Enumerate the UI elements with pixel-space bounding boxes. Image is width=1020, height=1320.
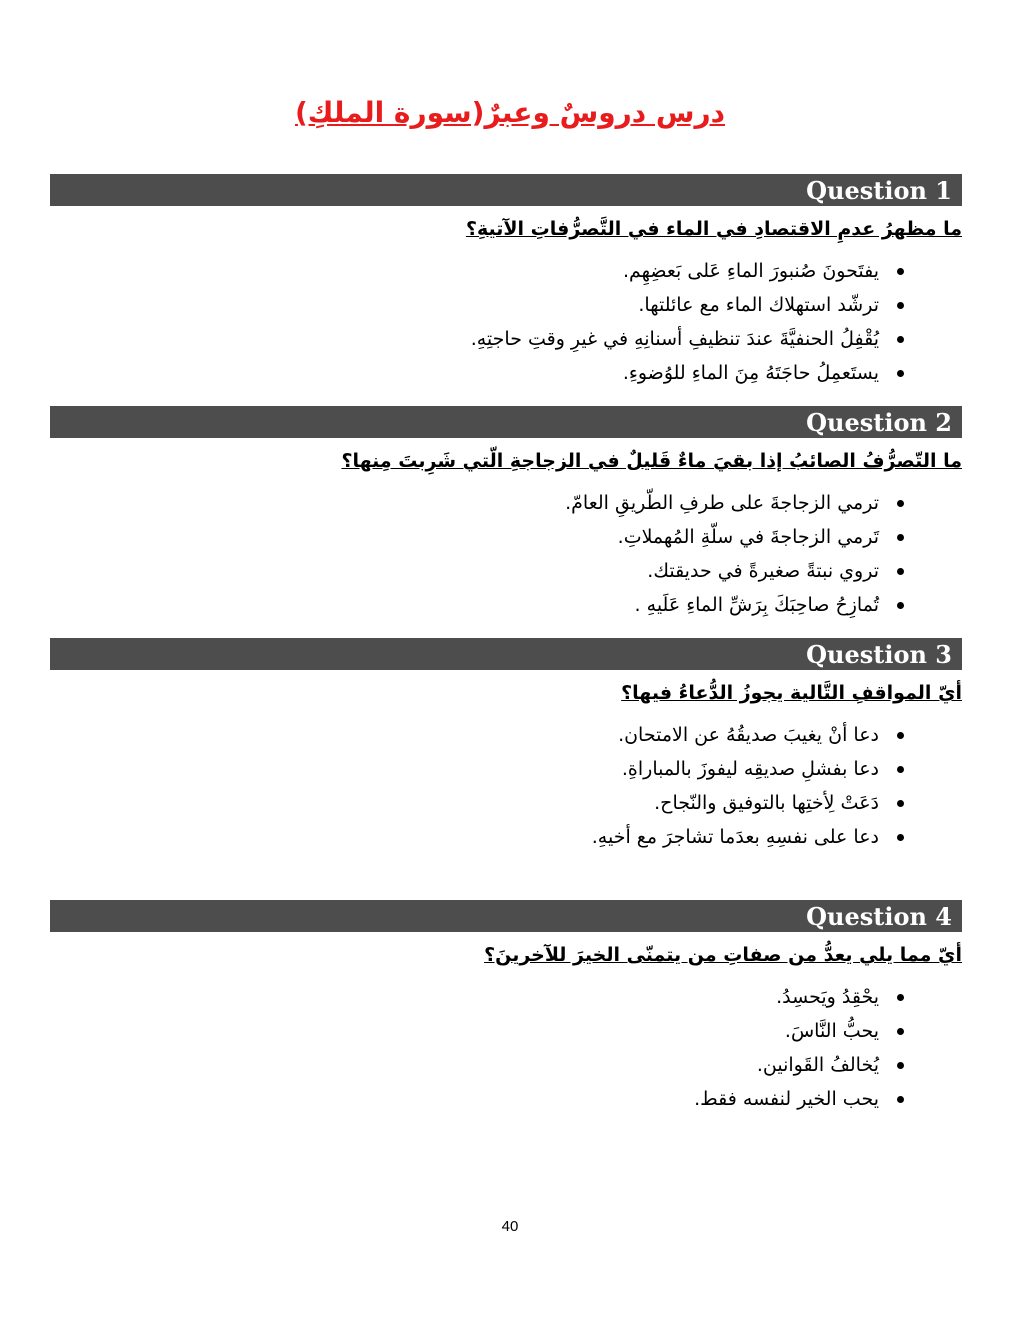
bullet-icon	[897, 732, 904, 739]
list-item: يستَعمِلُ حاجَتَهُ مِنَ الماءِ للوُضوءِ.	[50, 356, 962, 390]
bullet-icon	[897, 500, 904, 507]
question-header: Question 3	[50, 638, 962, 670]
bullet-icon	[897, 1096, 904, 1103]
bullet-icon	[897, 994, 904, 1001]
options-list	[50, 980, 962, 1116]
list-item: ترشّد استهلاك الماء مع عائلتها.	[50, 288, 962, 322]
question-3	[50, 638, 962, 854]
question-header: Question 2	[50, 406, 962, 438]
bullet-icon	[897, 336, 904, 343]
bullet-icon	[897, 766, 904, 773]
bullet-icon	[897, 1028, 904, 1035]
list-item: يحب الخير لنفسه فقط.	[50, 1082, 962, 1116]
question-2	[50, 406, 962, 622]
list-item: يفتَحونَ صُنبورَ الماءِ عَلى بَعضِهِم.	[50, 254, 962, 288]
page-number: 40	[501, 1218, 519, 1235]
bullet-icon	[897, 800, 904, 807]
options-list	[50, 254, 962, 390]
list-item: دعا أنْ يغيبَ صديقُهُ عن الامتحان.	[50, 718, 962, 752]
question-4	[50, 900, 962, 1116]
options-list	[50, 718, 962, 854]
question-header: Question 1	[50, 174, 962, 206]
list-item: تَرمي الزجاجةَ في سلّةِ المُهملاتِ.	[50, 520, 962, 554]
question-text: ما مظهرُ عدمِ الاقتصادِ في الماء في التَّصرُّفاتِ الآتيةِ؟	[465, 218, 962, 240]
bullet-icon	[897, 534, 904, 541]
list-item: يحْقِدُ ويَحسِدُ.	[50, 980, 962, 1014]
list-item: يُخالفُ القَوانين.	[50, 1048, 962, 1082]
list-item: دعا بفشلِ صديقِه ليفوزَ بالمباراةِ.	[50, 752, 962, 786]
options-list	[50, 486, 962, 622]
list-item: دَعَتْ لِأختِها بالتوفيق والنّجاح.	[50, 786, 962, 820]
question-text: ما التّصرُّفُ الصائبُ إذا بقيَ ماءٌ قَليلٌ في الزجاجةِ الّتي شَرِبتَ مِنها؟	[341, 450, 962, 472]
bullet-icon	[897, 1062, 904, 1069]
list-item: تروي نبتةً صغيرةً في حديقتك.	[50, 554, 962, 588]
bullet-icon	[897, 370, 904, 377]
question-text: أيّ مما يلي يعدُّ من صفاتِ من يتمنّى الخيرَ للآخرينَ؟	[484, 944, 962, 966]
page-title: درس دروسٌ وعبرٌ(سورة الملكِ)	[295, 96, 725, 129]
list-item: يحبُّ النَّاسَ.	[50, 1014, 962, 1048]
question-header: Question 4	[50, 900, 962, 932]
bullet-icon	[897, 568, 904, 575]
list-item: ترمي الزجاجةَ على طرفِ الطّريقِ العامّ.	[50, 486, 962, 520]
bullet-icon	[897, 834, 904, 841]
list-item: يُقْفِلُ الحنفيَّةَ عندَ تنظيفِ أسنانِهِ في غيرِ وقتِ حاجتِهِ.	[50, 322, 962, 356]
bullet-icon	[897, 602, 904, 609]
bullet-icon	[897, 302, 904, 309]
list-item: تُمازِحُ صاحِبَكَ بِرَشِّ الماءِ عَلَيهِ .	[50, 588, 962, 622]
list-item: دعا على نفسِهِ بعدَما تشاجرَ مع أخيهِ.	[50, 820, 962, 854]
question-text: أيّ المواقفِ التَّالية يجوزُ الدُّعاءُ فيها؟	[621, 682, 962, 704]
question-1	[50, 174, 962, 390]
bullet-icon	[897, 268, 904, 275]
